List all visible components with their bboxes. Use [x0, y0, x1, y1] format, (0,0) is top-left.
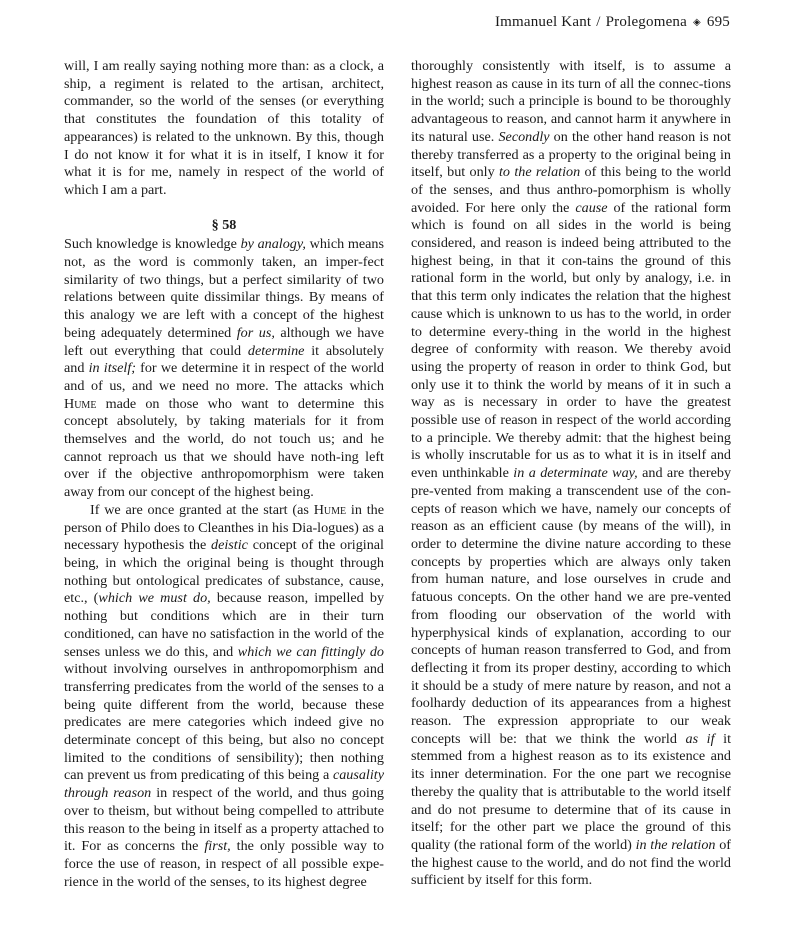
paragraph: thoroughly consistently with itself, is to assume a highest reason as cause in its turn of all the connec-tions in the world; such a principle is bound to be thoroughly advantageous to reason, and cannot harm it anywhere in its natural use. Secondly on the other hand reason is not thereby transferred as a property to the original being in itself, but only to the relation of this being to the world of the senses, and thus anthro-pomorphism is wholly avoided. For here only the cause of the rational form which is found on all sides in the world is being considered, and reason is indeed being attributed to the highest being, in that it con-tains the ground of this rational form in the world, but only by analogy, i.e. in that this term only indicates the relation that the highest cause which is unknown to us has to the world, in order to determine every-thing in the world in the highest degree of conformity with reason. We thereby avoid using the property of reason in order to think God, but only use it to think the world by means of it in such a way as is necessary in order to have the greatest possible use of reason in respect of the world according to a principle. We thereby admit: that the highest being is wholly inscrutable for us as to what it is in itself and even unthinkable in a determinate way, and are thereby pre-vented from making a transcendent use of the con-cepts of reason which we have, namely our concepts of reason as an efficient cause (by means of the will), in order to determine the divine nature according to these concepts by properties which are always only taken from human nature, and lose ourselves in crude and fatuous concepts. On the other hand we are pre-vented from flooding our observation of the world with hyperphysical kinds of explanation, according to our concepts of human reason transferred to God, and from deflecting it from its proper destiny, according to which it should be a study of mere nature by reason, and not a foolhardy deduction of its appearances from a highest reason. The expression appropriate to our weak concepts will be: that we think the world as if it stemmed from a highest reason as to its existence and its inner determination. For the one part we recognise thereby the quality that is attributable to the world itself and do not presume to determine that of its cause in itself; for the other part we place the ground of this quality (the rational form of the world) in the relation of the highest cause to the world, and do not find the world sufficient by itself for this form.	[411, 58, 732, 889]
page-number: 695	[706, 14, 730, 30]
paragraph: will, I am really saying nothing more than: as a clock, a ship, a regiment is related to the artisan, architect, commander, so the world of the senses (or everything that constitutes the foundation of this totality of appearances) is related to the unknown. By this, though I do not know it for what it is in itself, I know it for what it is for me, namely in respect of the world of which I am a part.	[64, 58, 384, 198]
work-title: Prolegomena	[605, 14, 687, 30]
section-heading: § 58	[211, 216, 237, 233]
right-column	[411, 58, 731, 890]
author-name: Immanuel Kant	[494, 14, 592, 30]
ornament-icon: ◈	[693, 17, 701, 28]
paragraph: If we are once granted at the start (as Hume in the person of Philo does to Cleanthes in his Dia-logues) as a necessary hypothesis the deistic concept of the original being, in which the original being is thought through nothing but ontological predicates of substance, cause, etc., (which we must do, because reason, impelled by nothing but conditions which are in their turn conditioned, can have no satisfaction in the world of the senses unless we do this, and which we can fittingly do without involving ourselves in anthropomorphism and transferring predicates from the world of the senses to a being quite different from the world, because these predicates are mere categories which indeed give no determinate concept of this being, but also no concept limited to the conditions of sensibility); then nothing can prevent us from predicating of this being a causality through reason in respect of the world, and thus going over to theism, but without being compelled to attribute this reason to the being in itself as a property attached to it. For as concerns the first, the only possible way to force the use of reason, in respect of all possible expe-rience in the world of the senses, to its highest degree	[64, 501, 385, 890]
left-column	[64, 58, 384, 891]
running-head	[495, 14, 730, 31]
paragraph: Such knowledge is knowledge by analogy, which means not, as the word is commonly taken, an imper-fect similarity of two things, but a perfect similarity of two relations between quite dissimilar things. By means of this analogy we are left with a concept of the highest being adequately determined for us, although we have left out everything that could determine it absolutely and in itself; for we determine it in respect of the world and of us, and we need no more. The attacks which Hume made on those who want to determine this concept absolutely, by taking materials for it from themselves and the world, do not touch us; and he cannot reproach us that we should have noth-ing left over if the objective anthropomorphism were taken away from our concept of the highest being.	[64, 236, 384, 501]
header-separator: /	[596, 14, 601, 30]
